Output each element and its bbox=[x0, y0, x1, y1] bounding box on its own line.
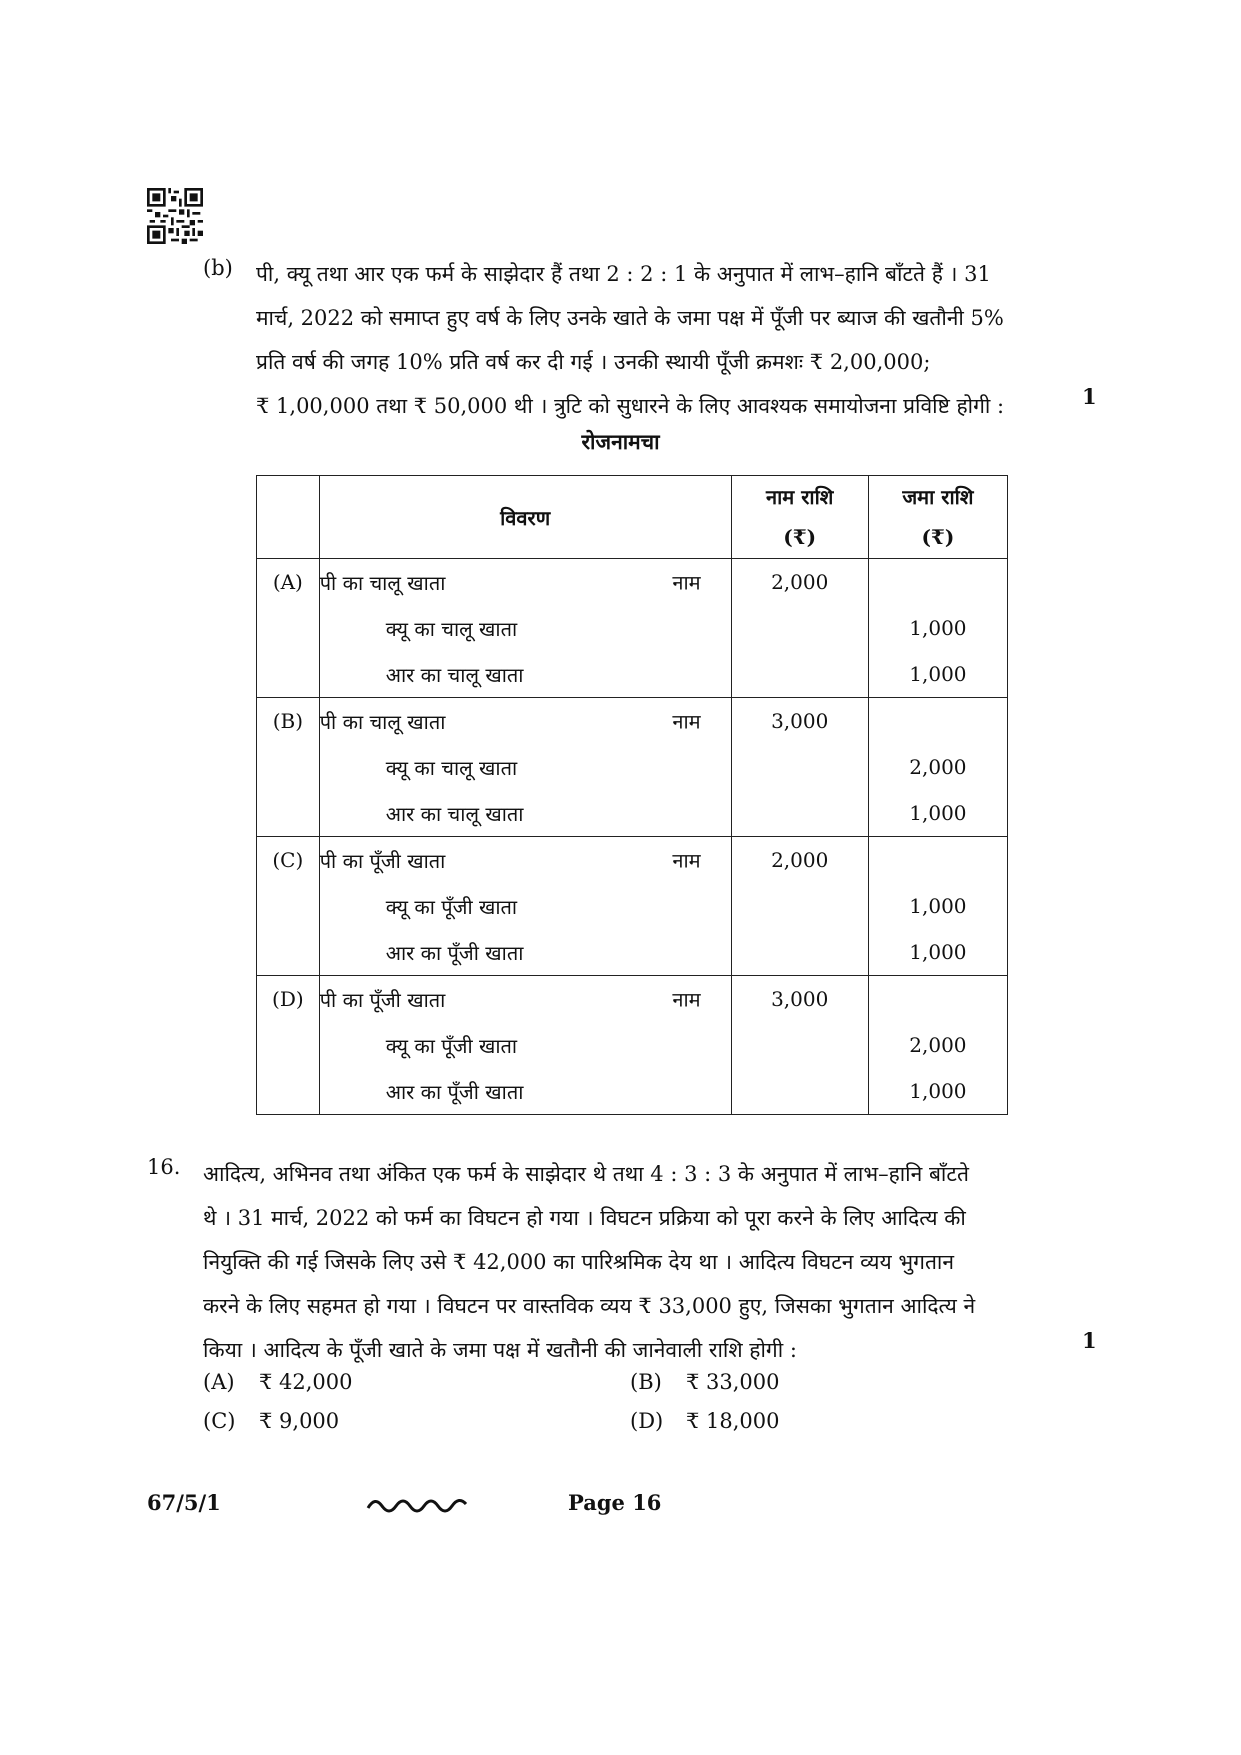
debit-amount bbox=[731, 744, 868, 790]
debit-amount bbox=[731, 651, 868, 698]
answer-option-b[interactable] bbox=[630, 1370, 780, 1394]
answer-option-d[interactable] bbox=[630, 1409, 780, 1433]
account-name: पी का पूँजी खाता bbox=[319, 987, 446, 1012]
header-credit-label: जमा राशि bbox=[902, 485, 974, 509]
question-16-line: किया । आदित्य के पूँजी खाते के जमा पक्ष में खतौनी की जानेवाली राशि होगी : bbox=[203, 1338, 797, 1362]
journal-row bbox=[257, 929, 1008, 976]
question-number: 16. bbox=[147, 1155, 181, 1179]
entry-option-label: (C) bbox=[257, 837, 320, 884]
credit-amount bbox=[868, 976, 1007, 1023]
entry-option-label bbox=[257, 790, 320, 837]
journal-row bbox=[257, 976, 1008, 1023]
question-b-line: प्रति वर्ष की जगह 10% प्रति वर्ष कर दी गई । उनकी स्थायी पूँजी क्रमशः ₹ 2,00,000; bbox=[256, 350, 931, 374]
journal-row bbox=[257, 698, 1008, 745]
credit-amount: 2,000 bbox=[868, 744, 1007, 790]
account-name: आर का पूँजी खाता bbox=[385, 1079, 524, 1104]
credit-amount: 1,000 bbox=[868, 1068, 1007, 1115]
debit-amount bbox=[731, 790, 868, 837]
debit-particular bbox=[319, 837, 731, 884]
option-label: (B) bbox=[630, 1370, 662, 1394]
account-name: क्यू का चालू खाता bbox=[385, 755, 518, 780]
question-b-line: ₹ 1,00,000 तथा ₹ 50,000 थी । त्रुटि को सुधारने के लिए आवश्यक समायोजना प्रविष्टि होगी : bbox=[256, 394, 1005, 418]
question-b-line: पी, क्यू तथा आर एक फर्म के साझेदार हैं तथा 2 : 2 : 1 के अनुपात में लाभ–हानि बाँटते हैं । 31 bbox=[256, 262, 991, 286]
header-debit-amount bbox=[731, 476, 868, 559]
question-b-text bbox=[256, 252, 1046, 428]
journal-title: रोजनामचा bbox=[581, 429, 660, 454]
account-name: क्यू का चालू खाता bbox=[385, 616, 518, 641]
credit-particular bbox=[319, 929, 731, 976]
debit-amount: 3,000 bbox=[731, 976, 868, 1023]
entry-option-label bbox=[257, 744, 320, 790]
journal-row bbox=[257, 837, 1008, 884]
journal-row bbox=[257, 605, 1008, 651]
header-option-cell bbox=[257, 476, 320, 559]
journal-row bbox=[257, 1022, 1008, 1068]
question-b-marks: 1 bbox=[1082, 384, 1097, 409]
debit-amount bbox=[731, 1068, 868, 1115]
account-name: आर का चालू खाता bbox=[385, 801, 524, 826]
credit-amount: 1,000 bbox=[868, 883, 1007, 929]
debit-amount bbox=[731, 883, 868, 929]
option-value: ₹ 9,000 bbox=[259, 1409, 340, 1433]
question-16-line: नियुक्ति की गई जिसके लिए उसे ₹ 42,000 का पारिश्रमिक देय था । आदित्य विघटन व्यय भुगतान bbox=[203, 1250, 955, 1274]
account-name: पी का चालू खाता bbox=[319, 709, 446, 734]
option-value: ₹ 33,000 bbox=[686, 1370, 780, 1394]
journal-row bbox=[257, 651, 1008, 698]
option-value: ₹ 42,000 bbox=[259, 1370, 353, 1394]
credit-particular bbox=[319, 883, 731, 929]
question-16-line: करने के लिए सहमत हो गया । विघटन पर वास्तविक व्यय ₹ 33,000 हुए, जिसका भुगतान आदित्य ने bbox=[203, 1294, 976, 1318]
entry-option-label bbox=[257, 651, 320, 698]
answer-option-a[interactable] bbox=[203, 1370, 353, 1394]
entry-option-label: (D) bbox=[257, 976, 320, 1023]
debit-marker: नाम bbox=[672, 570, 701, 595]
debit-amount: 3,000 bbox=[731, 698, 868, 745]
entry-option-label: (B) bbox=[257, 698, 320, 745]
header-credit-amount bbox=[868, 476, 1007, 559]
credit-particular bbox=[319, 1068, 731, 1115]
credit-amount: 1,000 bbox=[868, 790, 1007, 837]
journal-row bbox=[257, 883, 1008, 929]
journal-row bbox=[257, 790, 1008, 837]
journal-row bbox=[257, 744, 1008, 790]
entry-option-label bbox=[257, 883, 320, 929]
question-16-line: आदित्य, अभिनव तथा अंकित एक फर्म के साझेदार थे तथा 4 : 3 : 3 के अनुपात में लाभ–हानि बाँटते bbox=[203, 1162, 969, 1186]
debit-particular bbox=[319, 559, 731, 606]
debit-amount: 2,000 bbox=[731, 559, 868, 606]
credit-particular bbox=[319, 605, 731, 651]
header-debit-unit: (₹) bbox=[783, 525, 817, 549]
account-name: आर का चालू खाता bbox=[385, 662, 524, 687]
journal-row bbox=[257, 559, 1008, 606]
question-part-label: (b) bbox=[203, 256, 233, 280]
entry-option-label bbox=[257, 929, 320, 976]
debit-amount bbox=[731, 605, 868, 651]
question-16-marks: 1 bbox=[1082, 1328, 1097, 1353]
question-b-line: मार्च, 2022 को समाप्त हुए वर्ष के लिए उनके खाते के जमा पक्ष में पूँजी पर ब्याज की खतौनी 5% bbox=[256, 306, 1004, 330]
journal-row bbox=[257, 1068, 1008, 1115]
option-label: (A) bbox=[203, 1370, 235, 1394]
credit-amount: 1,000 bbox=[868, 651, 1007, 698]
journal-header-row bbox=[257, 476, 1008, 559]
debit-amount: 2,000 bbox=[731, 837, 868, 884]
debit-marker: नाम bbox=[672, 848, 701, 873]
debit-amount bbox=[731, 929, 868, 976]
header-debit-label: नाम राशि bbox=[766, 485, 834, 509]
question-16-text bbox=[203, 1152, 1046, 1372]
credit-amount bbox=[868, 698, 1007, 745]
header-particulars: विवरण bbox=[319, 476, 731, 559]
journal-body bbox=[257, 559, 1008, 1115]
account-name: क्यू का पूँजी खाता bbox=[385, 1033, 518, 1058]
account-name: पी का पूँजी खाता bbox=[319, 848, 446, 873]
debit-marker: नाम bbox=[672, 987, 701, 1012]
credit-particular bbox=[319, 790, 731, 837]
credit-amount bbox=[868, 559, 1007, 606]
option-label: (D) bbox=[630, 1409, 664, 1433]
account-name: आर का पूँजी खाता bbox=[385, 940, 524, 965]
credit-amount: 1,000 bbox=[868, 605, 1007, 651]
option-label: (C) bbox=[203, 1409, 236, 1433]
debit-marker: नाम bbox=[672, 709, 701, 734]
credit-amount: 2,000 bbox=[868, 1022, 1007, 1068]
credit-amount: 1,000 bbox=[868, 929, 1007, 976]
paper-code: 67/5/1 bbox=[147, 1490, 221, 1515]
entry-option-label bbox=[257, 1068, 320, 1115]
page-number: Page 16 bbox=[568, 1490, 662, 1515]
account-name: पी का चालू खाता bbox=[319, 570, 446, 595]
journal-table bbox=[256, 475, 1008, 1115]
credit-particular bbox=[319, 1022, 731, 1068]
debit-particular bbox=[319, 698, 731, 745]
account-name: क्यू का पूँजी खाता bbox=[385, 894, 518, 919]
credit-particular bbox=[319, 651, 731, 698]
entry-option-label bbox=[257, 1022, 320, 1068]
qr-code-icon bbox=[147, 188, 203, 244]
debit-amount bbox=[731, 1022, 868, 1068]
option-value: ₹ 18,000 bbox=[686, 1409, 780, 1433]
debit-particular bbox=[319, 976, 731, 1023]
question-16-line: थे । 31 मार्च, 2022 को फर्म का विघटन हो गया । विघटन प्रक्रिया को पूरा करने के लिए आदित्य की bbox=[203, 1206, 966, 1230]
credit-particular bbox=[319, 744, 731, 790]
credit-amount bbox=[868, 837, 1007, 884]
answer-option-c[interactable] bbox=[203, 1409, 339, 1433]
wave-ornament-icon bbox=[366, 1494, 476, 1516]
header-credit-unit: (₹) bbox=[921, 525, 955, 549]
entry-option-label bbox=[257, 605, 320, 651]
entry-option-label: (A) bbox=[257, 559, 320, 606]
